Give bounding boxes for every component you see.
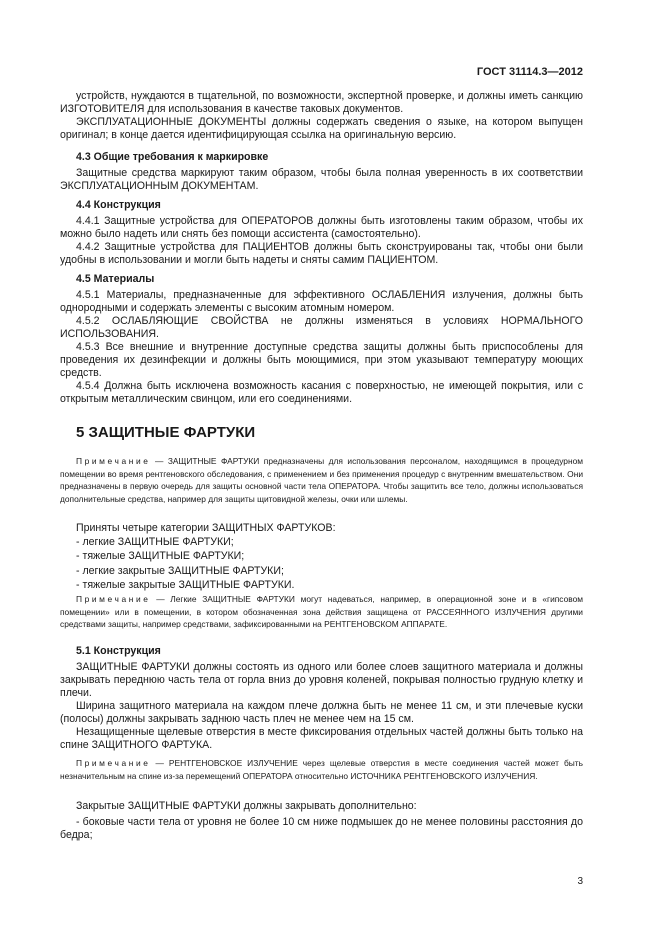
- note: [60, 455, 583, 505]
- paragraph: 4.4.2 Защитные устройства для ПАЦИЕНТОВ должны быть сконструированы так, чтобы они были удобны в использовании и могли быть надеты и сняты самим ПАЦИЕНТОМ.: [60, 241, 583, 266]
- paragraph: 4.4.1 Защитные устройства для ОПЕРАТОРОВ должны быть изготовлены таким образом, чтобы их можно было надеть или снять без помощи ассистента (самостоятельно).: [60, 215, 583, 240]
- paragraph: устройств, нуждаются в тщательной, по возможности, экспертной проверке, и должны иметь санкцию ИЗГОТОВИТЕЛЯ для использования в качестве таковых документов.: [60, 90, 583, 115]
- paragraph: Незащищенные щелевые отверстия в месте фиксирования отдельных частей должны быть только на спине ЗАЩИТНОГО ФАРТУКА.: [60, 726, 583, 751]
- list-item: - легкие ЗАЩИТНЫЕ ФАРТУКИ;: [76, 536, 234, 549]
- note-text: — ЗАЩИТНЫЕ ФАРТУКИ предназначены для использования персоналом, находящимся в процедурном помещении во время рентгеновского обследования, с применением и без применения процедур с внутренним вмешательством. Они предназначены в первую очередь для защиты основной части тела ОПЕРАТОРА. Чтобы защитить все тело, должны использоваться дополнительные средства, например для защиты щитовидной железы, очки или шлемы.: [60, 456, 583, 504]
- paragraph: 4.5.4 Должна быть исключена возможность касания с поверхностью, не имеющей покрытия, или с открытым металлическим свинцом, или его соединениями.: [60, 380, 583, 405]
- paragraph: Ширина защитного материала на каждом плече должна быть не менее 11 см, и эти плечевые куски (полосы) должны закрывать заднюю часть плеч не менее чем на 15 см.: [60, 700, 583, 725]
- paragraph: 4.5.3 Все внешние и внутренние доступные средства защиты должны быть приспособлены для проведения их дезинфекции и должны быть моющимися, при этом указывают температуру моющих средств.: [60, 341, 583, 379]
- note-label: Примечание: [76, 456, 151, 466]
- list-item: - тяжелые ЗАЩИТНЫЕ ФАРТУКИ;: [76, 550, 245, 563]
- note: [60, 593, 583, 631]
- section-heading-4-5: 4.5 Материалы: [76, 273, 155, 285]
- section-heading-4-4: 4.4 Конструкция: [76, 199, 161, 211]
- section-heading-5-1: 5.1 Конструкция: [76, 645, 161, 657]
- paragraph: Защитные средства маркируют таким образом, чтобы была полная уверенность в их соответствии ЭКСПЛУАТАЦИОННЫМ ДОКУМЕНТАМ.: [60, 167, 583, 192]
- note-text: — Легкие ЗАЩИТНЫЕ ФАРТУКИ могут надеваться, например, в операционной зоне и в «гипсовом помещении» или в помещении, в котором обозначенная зона действия защищена от РАССЕЯННОГО ИЗЛУЧЕНИЯ другими средствами защиты, например средствами, зафиксированными на РЕНТГЕНОВСКОМ АППАРАТЕ.: [60, 594, 583, 630]
- note-text: — РЕНТГЕНОВСКОЕ ИЗЛУЧЕНИЕ через щелевые отверстия в месте соединения частей может быть незначительным на спине из-за перемещений ОПЕРАТОРА относительно ИСТОЧНИКА РЕНТГЕНОВСКОГО ИЗЛУЧЕНИЯ.: [60, 758, 583, 781]
- paragraph: ЗАЩИТНЫЕ ФАРТУКИ должны состоять из одного или более слоев защитного материала и должны закрывать переднюю часть тела от горла вниз до уровня коленей, покрывая полностью грудную клетку и плечи.: [60, 661, 583, 699]
- document-header: ГОСТ 31114.3—2012: [476, 66, 583, 78]
- section-heading-4-3: 4.3 Общие требования к маркировке: [76, 151, 269, 163]
- note: [60, 757, 583, 782]
- paragraph: Закрытые ЗАЩИТНЫЕ ФАРТУКИ должны закрывать дополнительно:: [76, 800, 417, 812]
- paragraph: ЭКСПЛУАТАЦИОННЫЕ ДОКУМЕНТЫ должны содержать сведения о языке, на котором выпущен оригинал; в конце дается идентифицирующая ссылка на оригинальную версию.: [60, 116, 583, 141]
- paragraph: 4.5.2 ОСЛАБЛЯЮЩИЕ СВОЙСТВА не должны изменяться в условиях НОРМАЛЬНОГО ИСПОЛЬЗОВАНИЯ.: [60, 315, 583, 340]
- note-label: Примечание: [76, 594, 151, 604]
- list-item: - тяжелые закрытые ЗАЩИТНЫЕ ФАРТУКИ.: [76, 578, 295, 591]
- list-item: - легкие закрытые ЗАЩИТНЫЕ ФАРТУКИ;: [76, 564, 284, 577]
- note-label: Примечание: [76, 758, 151, 768]
- section-heading-5: 5 ЗАЩИТНЫЕ ФАРТУКИ: [76, 424, 256, 441]
- page-number: 3: [577, 876, 583, 887]
- list-intro: Приняты четыре категории ЗАЩИТНЫХ ФАРТУКОВ:: [76, 522, 336, 534]
- category-list: [60, 521, 599, 592]
- paragraph: 4.5.1 Материалы, предназначенные для эффективного ОСЛАБЛЕНИЯ излучения, должны быть однородными и содержать элементы с высоким атомным номером.: [60, 289, 583, 314]
- paragraph: - боковые части тела от уровня не более 10 см ниже подмышек до не менее половины расстояния до бедра;: [60, 816, 583, 841]
